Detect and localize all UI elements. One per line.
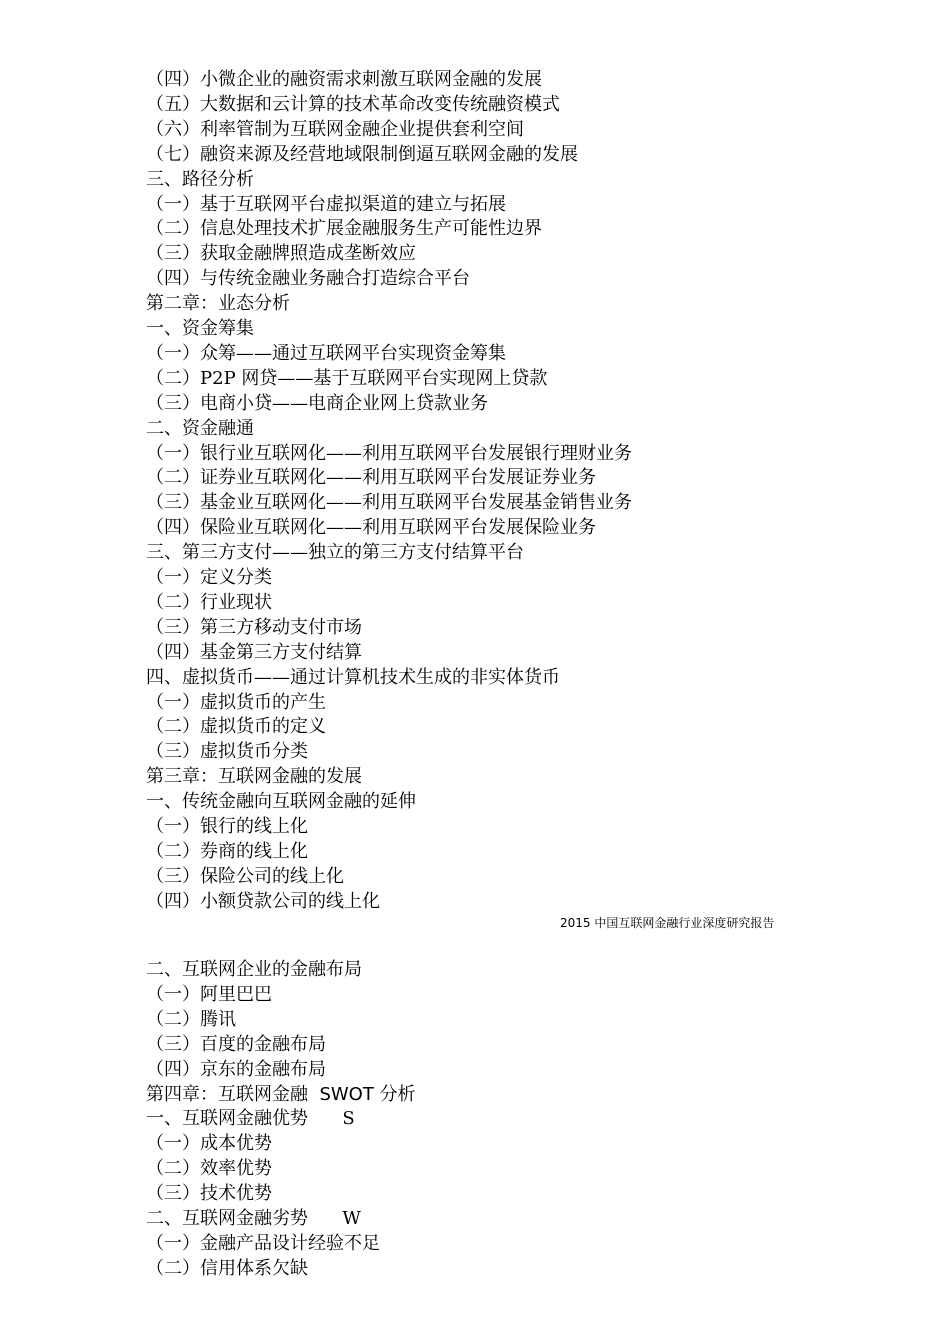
- toc-entry: （四）小额贷款公司的线上化: [146, 890, 380, 912]
- toc-entry: （三）技术优势: [146, 1183, 272, 1205]
- toc-entry: （五）大数据和云计算的技术革命改变传统融资模式: [146, 93, 560, 115]
- toc-entry: （一）虚拟货币的产生: [146, 691, 326, 713]
- toc-entry: 一、互联网金融优势 S: [146, 1108, 355, 1130]
- toc-entry: （三）第三方移动支付市场: [146, 616, 362, 638]
- toc-entry: （四）与传统金融业务融合打造综合平台: [146, 268, 470, 290]
- toc-entry: 二、互联网企业的金融布局: [146, 959, 362, 980]
- toc-entry: 第三章：互联网金融的发展: [146, 766, 362, 788]
- toc-entry: （二）腾讯: [146, 1008, 236, 1030]
- toc-entry: （三）基金业互联网化——利用互联网平台发展基金销售业务: [146, 492, 632, 514]
- toc-entry: （四）基金第三方支付结算: [146, 641, 362, 663]
- toc-entry: （一）众筹——通过互联网平台实现资金筹集: [146, 342, 506, 364]
- toc-entry: （二）P2P 网贷——基于互联网平台实现网上贷款: [146, 367, 548, 389]
- toc-entry: （二）行业现状: [146, 591, 272, 613]
- toc-entry: （一）基于互联网平台虚拟渠道的建立与拓展: [146, 193, 506, 215]
- toc-entry: 二、互联网金融劣势 W: [146, 1208, 361, 1229]
- toc-entry: 第四章：互联网金融 SWOT 分析: [146, 1083, 416, 1105]
- toc-entry: 第二章：业态分析: [146, 293, 290, 315]
- toc-entry: （七）融资来源及经营地域限制倒逼互联网金融的发展: [146, 143, 578, 165]
- toc-entry: 一、传统金融向互联网金融的延伸: [146, 791, 416, 813]
- toc-entry: 三、路径分析: [146, 168, 254, 190]
- toc-entry: （一）定义分类: [146, 567, 272, 588]
- toc-entry: （一）银行的线上化: [146, 816, 308, 837]
- toc-entry: （四）保险业互联网化——利用互联网平台发展保险业务: [146, 517, 596, 539]
- toc-entry: （二）信用体系欠缺: [146, 1257, 308, 1279]
- toc-entry: （三）虚拟货币分类: [146, 741, 308, 763]
- toc-entry: （三）保险公司的线上化: [146, 865, 344, 887]
- toc-entry: （一）金融产品设计经验不足: [146, 1232, 380, 1254]
- toc-entry: （二）券商的线上化: [146, 840, 308, 862]
- toc-entry: （三）百度的金融布局: [146, 1033, 326, 1055]
- toc-entry: 三、第三方支付——独立的第三方支付结算平台: [146, 542, 524, 564]
- toc-entry: （二）证券业互联网化——利用互联网平台发展证券业务: [146, 467, 596, 489]
- toc-entry: 二、资金融通: [146, 417, 254, 439]
- toc-entry: （四）京东的金融布局: [146, 1058, 326, 1080]
- toc-entry: （一）阿里巴巴: [146, 983, 272, 1005]
- toc-entry: （二）效率优势: [146, 1158, 272, 1180]
- toc-entry: 四、虚拟货币——通过计算机技术生成的非实体货币: [146, 666, 560, 688]
- toc-entry: （三）电商小贷——电商企业网上贷款业务: [146, 392, 488, 414]
- toc-entry: （四）小微企业的融资需求刺激互联网金融的发展: [146, 69, 542, 90]
- toc-entry: （三）获取金融牌照造成垄断效应: [146, 243, 416, 265]
- toc-entry: （二）虚拟货币的定义: [146, 716, 326, 738]
- toc-entry: （二）信息处理技术扩展金融服务生产可能性边界: [146, 218, 542, 240]
- toc-entry: 一、资金筹集: [146, 318, 254, 339]
- page-header-title: 2015 中国互联网金融行业深度研究报告: [560, 916, 775, 930]
- toc-entry: （六）利率管制为互联网金融企业提供套利空间: [146, 118, 524, 140]
- toc-entry: （一）成本优势: [146, 1133, 272, 1155]
- toc-entry: （一）银行业互联网化——利用互联网平台发展银行理财业务: [146, 442, 632, 464]
